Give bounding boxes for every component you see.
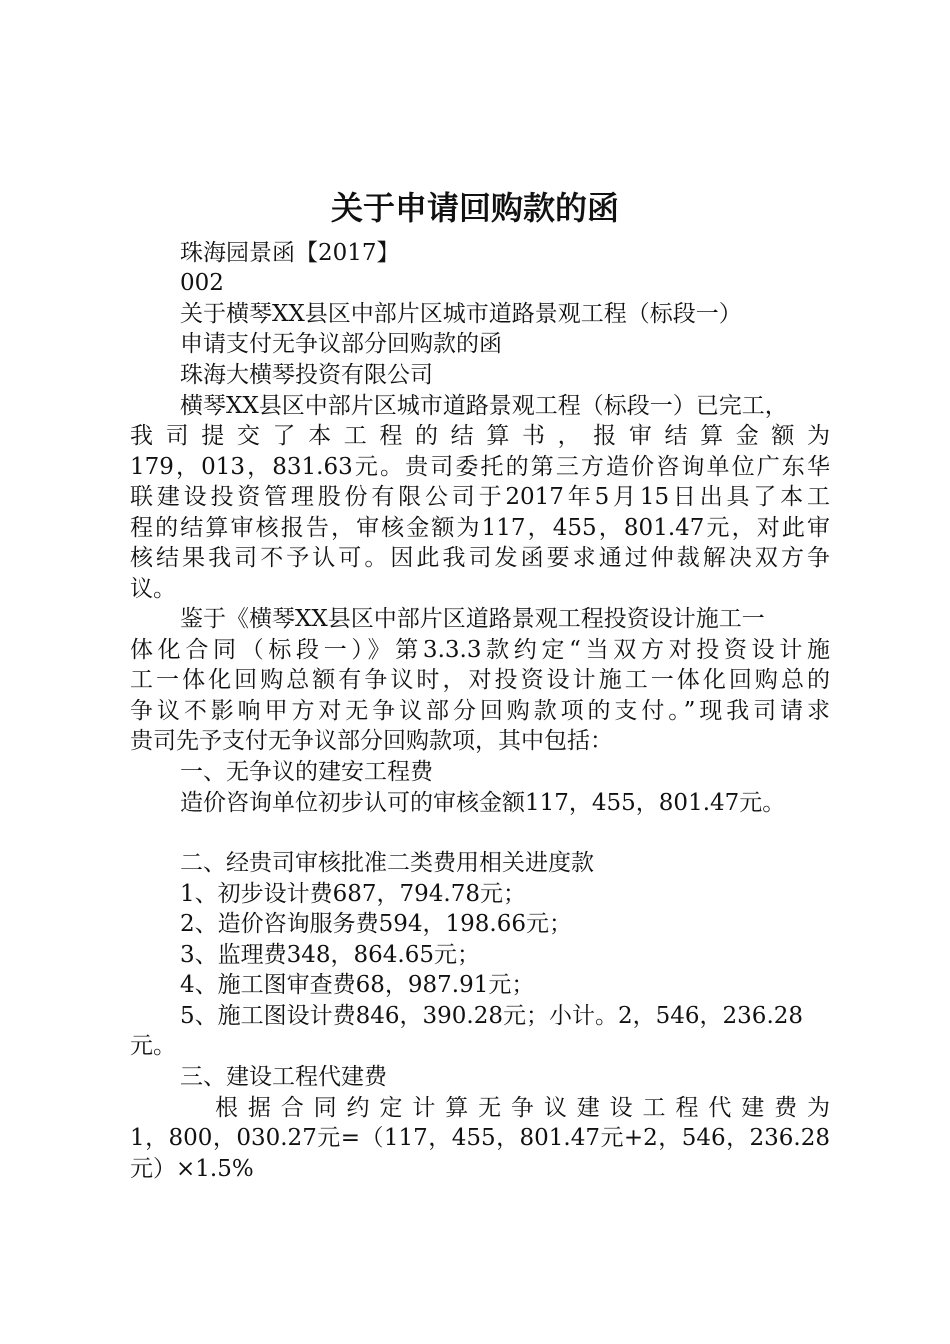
section-heading-1: 一、无争议的建安工程费 bbox=[180, 759, 433, 785]
fee-item: 4、施工图审查费68，987.91元； bbox=[180, 972, 535, 998]
fee-item: 5、施工图设计费846，390.28元；小计。2，546，236.28 bbox=[180, 1003, 804, 1029]
fee-item-continuation: 元。 bbox=[130, 1033, 176, 1059]
section-heading-2: 二、经贵司审核批准二类费用相关进度款 bbox=[180, 850, 594, 876]
section-3-content: 根据合同约定计算无争议建设工程代建费为 bbox=[215, 1095, 830, 1121]
document-title: 关于申请回购款的函 bbox=[330, 189, 619, 227]
recipient: 珠海大横琴投资有限公司 bbox=[180, 362, 433, 388]
fee-item: 2、造价咨询服务费594，198.66元； bbox=[180, 911, 573, 937]
body-paragraph-2-line: 体化合同（标段一）》第3.3.3款约定“当双方对投资设计施 bbox=[130, 637, 830, 663]
letter-number: 珠海园景函【2017】 bbox=[180, 240, 400, 266]
body-paragraph-1-line: 核结果我司不予认可。因此我司发函要求通过仲裁解决双方争 bbox=[130, 545, 830, 571]
body-paragraph-1-line: 议。 bbox=[130, 576, 176, 602]
section-1-content: 造价咨询单位初步认可的审核金额117，455，801.47元。 bbox=[180, 790, 786, 816]
fee-item: 1、初步设计费687，794.78元； bbox=[180, 881, 527, 907]
letter-number-suffix: 002 bbox=[180, 270, 224, 296]
body-paragraph-1-line: 我司提交了本工程的结算书，报审结算金额为 bbox=[130, 423, 830, 449]
fee-item: 3、监理费348，864.65元； bbox=[180, 942, 481, 968]
body-paragraph-1-line: 联建设投资管理股份有限公司于2017年5月15日出具了本工 bbox=[130, 484, 830, 510]
body-paragraph-1-line: 程的结算审核报告，审核金额为117，455，801.47元，对此审 bbox=[130, 515, 830, 541]
body-paragraph-1-line: 横琴XX县区中部片区城市道路景观工程（标段一）已完工， bbox=[180, 393, 788, 419]
section-3-content: 1，800，030.27元=（117，455，801.47元+2，546，236.28 bbox=[130, 1125, 830, 1151]
body-paragraph-1-line: 179，013，831.63元。贵司委托的第三方造价咨询单位广东华 bbox=[130, 454, 830, 480]
body-paragraph-2-line: 鉴于《横琴XX县区中部片区道路景观工程投资设计施工一 bbox=[180, 606, 765, 632]
body-paragraph-2-line: 贵司先予支付无争议部分回购款项，其中包括： bbox=[130, 728, 613, 754]
subject-line-1: 关于横琴XX县区中部片区城市道路景观工程（标段一） bbox=[180, 301, 742, 327]
body-paragraph-2-line: 争议不影响甲方对无争议部分回购款项的支付。”现我司请求 bbox=[130, 698, 830, 724]
body-paragraph-2-line: 工一体化回购总额有争议时，对投资设计施工一体化回购总的 bbox=[130, 667, 830, 693]
subject-line-2: 申请支付无争议部分回购款的函 bbox=[180, 331, 502, 357]
section-3-content: 元）×1.5% bbox=[130, 1156, 254, 1182]
section-heading-3: 三、建设工程代建费 bbox=[180, 1064, 387, 1090]
